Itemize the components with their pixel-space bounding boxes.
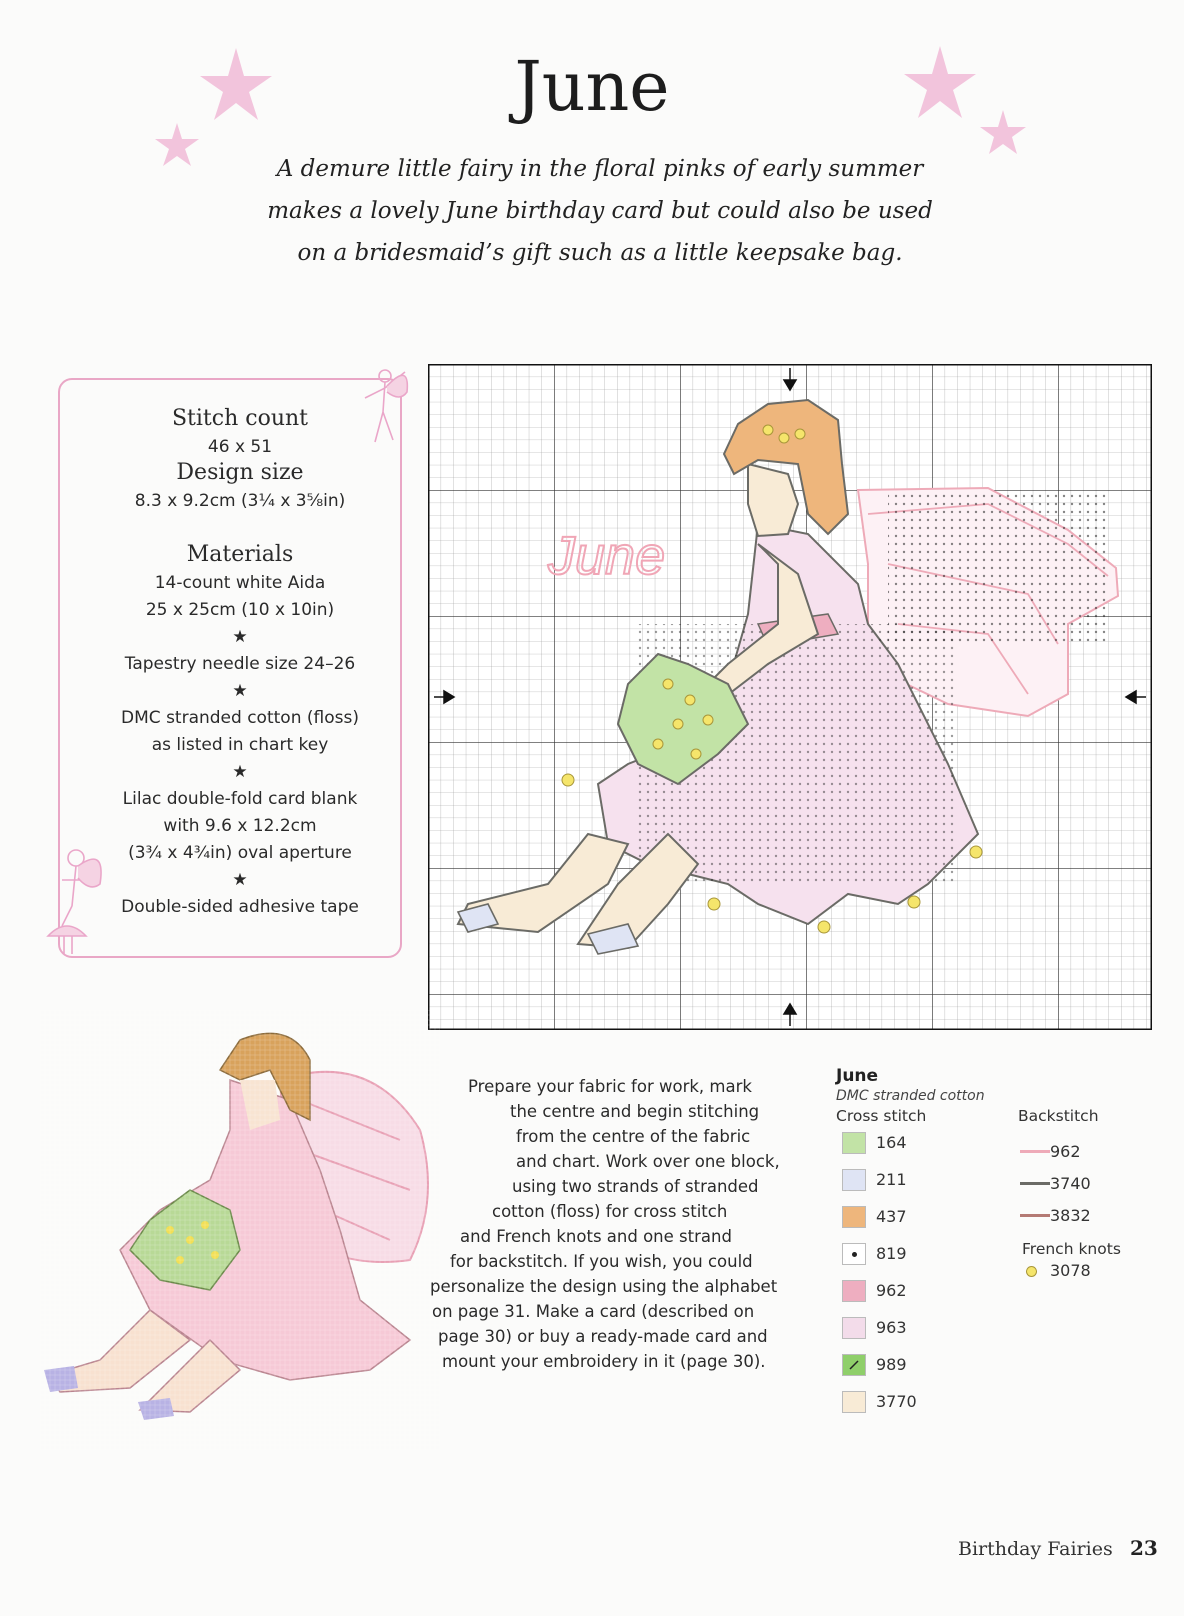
material-item: 14-count white Aida [154, 573, 326, 593]
cross-stitch-swatch [842, 1206, 866, 1228]
instructions-line: using two strands of stranded [512, 1177, 759, 1196]
material-item: Lilac double-fold card blank [122, 789, 358, 809]
cross-stitch-code: 211 [876, 1170, 907, 1189]
cross-stitch-swatch [842, 1280, 866, 1302]
material-item: DMC stranded cotton (floss) [121, 708, 359, 728]
french-knot-swatch [1026, 1266, 1037, 1277]
backstitch-code: 3832 [1050, 1206, 1091, 1225]
cross-stitch-code: 962 [876, 1281, 907, 1300]
backstitch-label: Backstitch [1018, 1107, 1099, 1125]
materials-label: Materials [186, 542, 294, 567]
backstitch-code: 962 [1050, 1142, 1081, 1161]
instructions-line: from the centre of the fabric [516, 1127, 751, 1146]
star-icon [155, 123, 199, 166]
page-number: 23 [1130, 1536, 1158, 1560]
cross-stitch-swatch [842, 1132, 866, 1154]
instructions-line: page 30) or buy a ready-made card and [438, 1327, 768, 1346]
material-item: (3¾ x 4¾in) oval aperture [128, 843, 352, 863]
cross-stitch-swatch [842, 1243, 866, 1265]
instructions-line: mount your embroidery in it (page 30). [442, 1352, 766, 1371]
backstitch-line-swatch [1020, 1214, 1050, 1217]
stitch-count-label: Stitch count [171, 406, 309, 431]
backstitch-line-swatch [1020, 1182, 1050, 1185]
cross-stitch-swatch [842, 1391, 866, 1413]
cross-stitch-code: 989 [876, 1355, 907, 1374]
cross-stitch-code: 437 [876, 1207, 907, 1226]
cross-stitch-swatch [842, 1354, 866, 1376]
intro-line: makes a lovely June birthday card but could also be used [267, 198, 933, 224]
stitch-count-value: 46 x 51 [207, 437, 273, 457]
instructions-line: and chart. Work over one block, [516, 1152, 780, 1171]
material-item: 25 x 25cm (10 x 10in) [145, 600, 335, 620]
page-title: June [514, 48, 670, 127]
instructions-line: on page 31. Make a card (described on [432, 1302, 755, 1321]
separator-star-icon: ★ [232, 870, 248, 890]
cross-stitch-chart [428, 364, 1152, 1030]
cross-stitch-swatch [842, 1317, 866, 1339]
intro-text [250, 148, 950, 274]
separator-star-icon: ★ [232, 681, 248, 701]
cross-stitch-code: 3770 [876, 1392, 917, 1411]
footer-section-title: Birthday Fairies [958, 1538, 1113, 1560]
chart-name-text: June [548, 526, 666, 586]
cross-stitch-label: Cross stitch [836, 1107, 927, 1125]
material-item: with 9.6 x 12.2cm [163, 816, 317, 836]
design-size-value: 8.3 x 9.2cm (3¼ x 3⅝in) [134, 491, 346, 511]
design-size-label: Design size [176, 460, 304, 485]
instructions-line: the centre and begin stitching [510, 1102, 760, 1121]
cross-stitch-code: 164 [876, 1133, 907, 1152]
instructions-line: for backstitch. If you wish, you could [450, 1252, 753, 1271]
french-knot-code: 3078 [1050, 1261, 1091, 1280]
backstitch-line-swatch [1020, 1150, 1050, 1153]
material-item: Tapestry needle size 24–26 [124, 654, 356, 674]
instructions-line: and French knots and one strand [460, 1227, 732, 1246]
french-knots-label: French knots [1022, 1240, 1121, 1258]
intro-line: on a bridesmaid’s gift such as a little keepsake bag. [297, 240, 903, 266]
cross-stitch-code: 963 [876, 1318, 907, 1337]
cross-stitch-swatch [842, 1169, 866, 1191]
cross-stitch-code: 819 [876, 1244, 907, 1263]
instructions-line: personalize the design using the alphabet [430, 1277, 778, 1296]
separator-star-icon: ★ [232, 762, 248, 782]
separator-star-icon: ★ [232, 627, 248, 647]
material-item: Double-sided adhesive tape [121, 897, 359, 917]
stitched-fairy-photo [40, 1010, 440, 1450]
backstitch-code: 3740 [1050, 1174, 1091, 1193]
intro-line: A demure little fairy in the floral pinks of early summer [276, 156, 924, 182]
instructions-line: Prepare your fabric for work, mark [468, 1077, 752, 1096]
material-item: as listed in chart key [151, 735, 329, 755]
key-subtitle: DMC stranded cotton [836, 1088, 985, 1104]
instructions-line: cotton (floss) for cross stitch [492, 1202, 728, 1221]
key-title: June [836, 1066, 879, 1086]
